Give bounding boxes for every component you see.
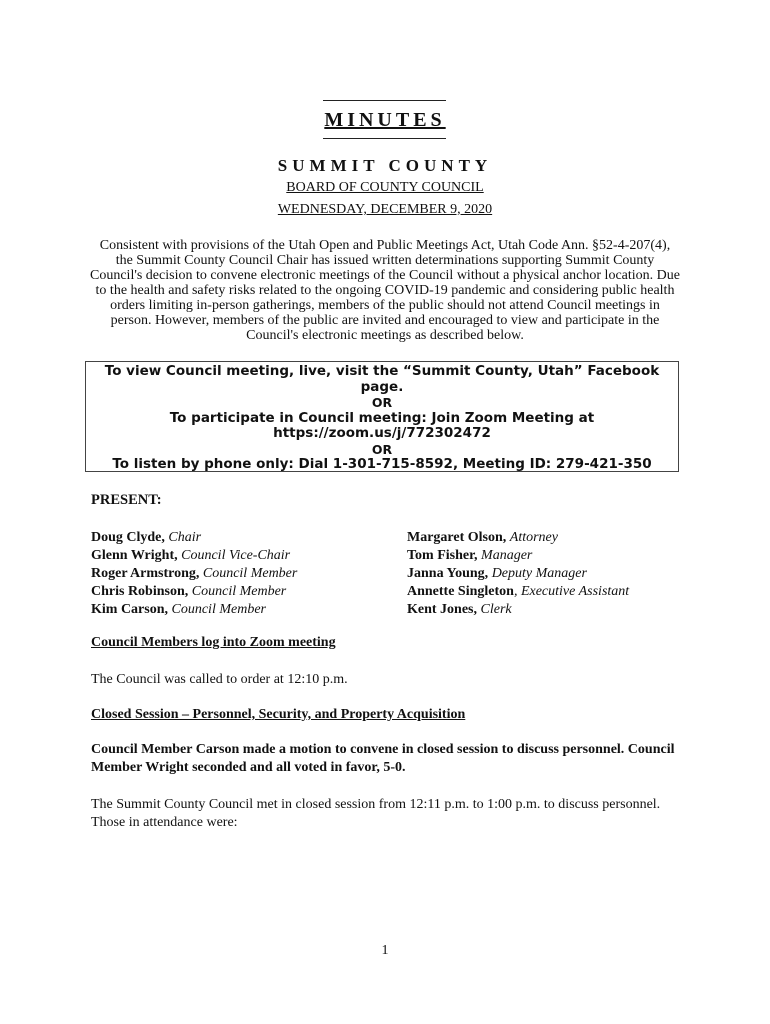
attendees-right-column [407, 529, 629, 619]
meeting-access-box [85, 361, 679, 472]
attendee-row [91, 529, 297, 547]
attendee-name: Roger Armstrong, [91, 566, 200, 581]
attendee-name: Kent Jones, [407, 602, 477, 617]
attendee-role: Council Vice-Chair [181, 548, 291, 563]
closed-session-text: The Summit County Council met in closed session from 12:11 p.m. to 1:00 p.m. to discuss personnel. Those in attendance were: [91, 797, 661, 830]
attendee-role: Council Member [191, 584, 287, 599]
attendee-row [91, 547, 297, 565]
attendee-name: Doug Clyde, [91, 530, 165, 545]
attendee-row [407, 601, 629, 619]
attendee-row [407, 529, 629, 547]
title-rule-bottom [323, 138, 446, 139]
section-heading-closed-session: Closed Session – Personnel, Security, and Property Acquisition [91, 707, 466, 722]
intro-paragraph: Consistent with provisions of the Utah Open and Public Meetings Act, Utah Code Ann. §52-4-207(4), the Summit County Council Chair has issued written determinations supporting Summit County Council's decision to convene electronic meetings of the Council without a physical anchor location. Due to the health and safety risks related to the ongoing COVID-19 pandemic and considering public health orders limiting in-person gatherings, members of the public should not attend Council meetings in person. However, members of the public are invited and encouraged to view and participate in the Council's electronic meetings as described below. [90, 238, 680, 343]
attendee-role: Manager [481, 548, 533, 563]
attendee-role: Clerk [480, 602, 512, 617]
document-title: MINUTES [324, 109, 446, 131]
attendee-role: , Executive Assistant [513, 584, 630, 599]
board-name: BOARD OF COUNTY COUNCIL [286, 180, 484, 195]
attendee-name: Janna Young, [407, 566, 489, 581]
meeting-date: WEDNESDAY, DECEMBER 9, 2020 [277, 202, 493, 217]
or-divider-1: OR [371, 395, 393, 410]
attendee-role: Council Member [171, 602, 266, 617]
present-label: PRESENT: [91, 492, 162, 508]
attendee-name: Annette Singleton [407, 584, 514, 599]
attendee-role: Deputy Manager [491, 566, 587, 581]
county-name: SUMMIT COUNTY [277, 156, 493, 175]
or-divider-2: OR [371, 441, 393, 457]
attendees-left-column [91, 529, 297, 619]
motion-text: Council Member Carson made a motion to convene in closed session to discuss personnel. Council Member Wright seconded and all voted in favor, 5-0. [91, 742, 675, 775]
attendee-role: Council Member [202, 566, 298, 581]
attendee-role: Chair [168, 530, 202, 545]
page-number: 1 [381, 943, 389, 958]
call-to-order-text: The Council was called to order at 12:10 p.m. [91, 672, 348, 687]
title-rule-top [323, 100, 446, 101]
attendee-name: Margaret Olson, [407, 530, 507, 545]
attendee-name: Tom Fisher, [407, 548, 478, 563]
facebook-line: To view Council meeting, live, visit the “Summit County, Utah” Facebook page. [104, 363, 660, 395]
attendee-role: Attorney [509, 530, 558, 545]
attendee-name: Glenn Wright, [91, 548, 178, 563]
attendee-row [91, 601, 297, 619]
attendee-name: Chris Robinson, [91, 584, 189, 599]
attendee-name: Kim Carson, [91, 602, 168, 617]
zoom-line: To participate in Council meeting: Join Zoom Meeting at https://zoom.us/j/772302472 [169, 409, 595, 441]
attendee-row [407, 565, 629, 583]
attendee-row [407, 583, 629, 601]
attendee-row [91, 565, 297, 583]
attendee-row [91, 583, 297, 601]
section-heading-zoom-login: Council Members log into Zoom meeting [91, 635, 336, 650]
attendee-row [407, 547, 629, 565]
phone-line: To listen by phone only: Dial 1-301-715-8592, Meeting ID: 279-421-350 [112, 456, 652, 472]
